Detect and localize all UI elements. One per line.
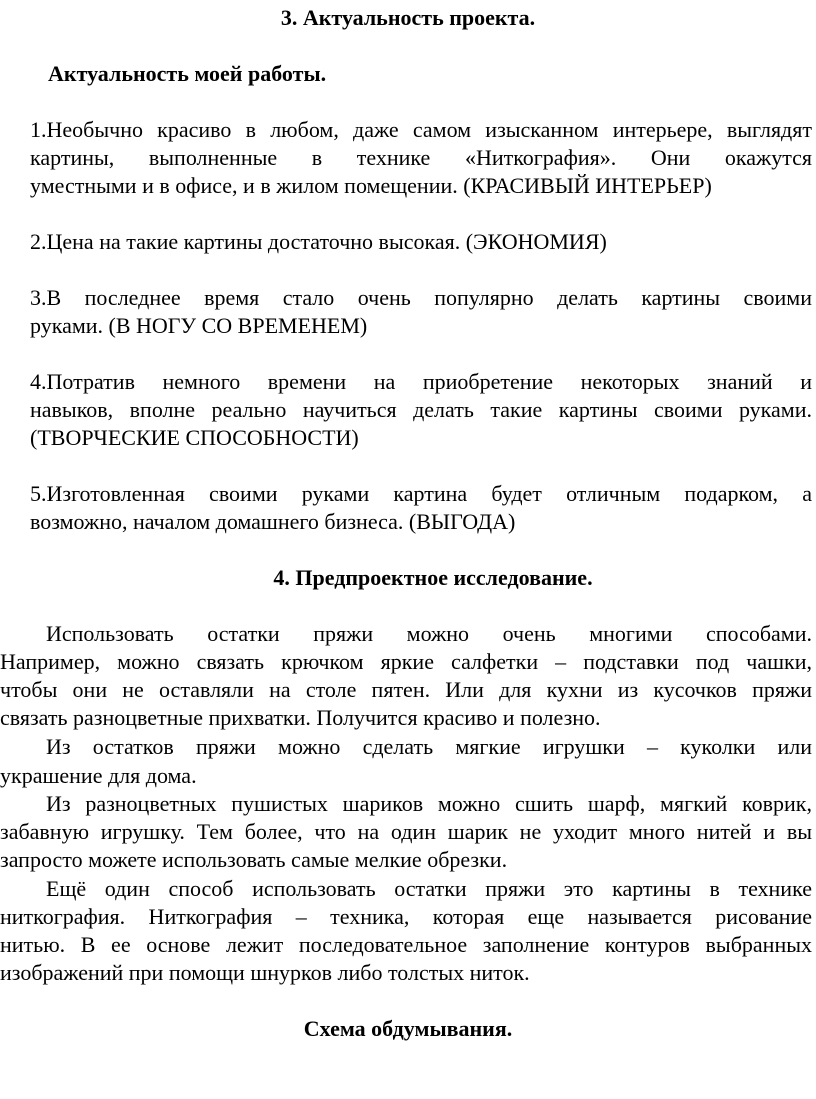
para-2-line-1: Из остатков пряжи можно сделать мягкие игрушки – куколки или xyxy=(46,734,812,759)
para-4-line-1: Ещё один способ использовать остатки пряжи это картины в технике xyxy=(46,876,812,901)
item-1-line-2: картины, выполненные в технике «Ниткография». Они окажутся xyxy=(30,145,812,170)
para-4-line-2: ниткография. Ниткография – техника, которая еще называется рисование xyxy=(0,904,812,929)
para-3-line-2: забавную игрушку. Тем более, что на один шарик не уходит много нитей и вы xyxy=(0,819,812,844)
item-4-line-3: (ТВОРЧЕСКИЕ СПОСОБНОСТИ) xyxy=(30,425,359,450)
section-4-heading: 4. Предпроектное исследование. xyxy=(273,565,593,590)
item-3-line-1: 3.В последнее время стало очень популярно делать картины своими xyxy=(30,285,812,310)
section-3-heading: 3. Актуальность проекта. xyxy=(280,5,536,30)
para-1-line-1: Использовать остатки пряжи можно очень многими способами. xyxy=(46,621,812,646)
item-3-line-2: руками. (В НОГУ СО ВРЕМЕНЕМ) xyxy=(30,313,368,338)
para-3-line-3: запросто можете использовать самые мелкие обрезки. xyxy=(0,847,508,872)
item-4-line-2: навыков, вполне реально научиться делать такие картины своими руками. xyxy=(30,397,812,422)
para-1-line-4: связать разноцветные прихватки. Получится красиво и полезно. xyxy=(0,705,601,730)
para-1-line-2: Например, можно связать крючком яркие салфетки – подставки под чашки, xyxy=(0,649,812,674)
para-2-line-2: украшение для дома. xyxy=(0,763,197,788)
para-4-line-3: нитью. В ее основе лежит последовательное заполнение контуров выбранных xyxy=(0,932,812,957)
item-1-line-3: уместными и в офисе, и в жилом помещении. (КРАСИВЫЙ ИНТЕРЬЕР) xyxy=(30,173,712,198)
item-5-line-2: возможно, началом домашнего бизнеса. (ВЫГОДА) xyxy=(30,509,516,534)
para-3-line-1: Из разноцветных пушистых шариков можно сшить шарф, мягкий коврик, xyxy=(46,791,812,816)
para-1-line-3: чтобы они не оставляли на столе пятен. Или для кухни из кусочков пряжи xyxy=(0,677,812,702)
item-4-line-1: 4.Потратив немного времени на приобретение некоторых знаний и xyxy=(30,369,812,394)
item-2-line-1: 2.Цена на такие картины достаточно высокая. (ЭКОНОМИЯ) xyxy=(30,229,607,254)
item-5-line-1: 5.Изготовленная своими руками картина будет отличным подарком, а xyxy=(30,481,812,506)
scheme-heading: Схема обдумывания. xyxy=(303,1016,513,1041)
item-1-line-1: 1.Необычно красиво в любом, даже самом изысканном интерьере, выглядят xyxy=(30,117,812,142)
para-4-line-4: изображений при помощи шнурков либо толстых ниток. xyxy=(0,960,530,985)
relevance-subheading: Актуальность моей работы. xyxy=(48,61,327,86)
